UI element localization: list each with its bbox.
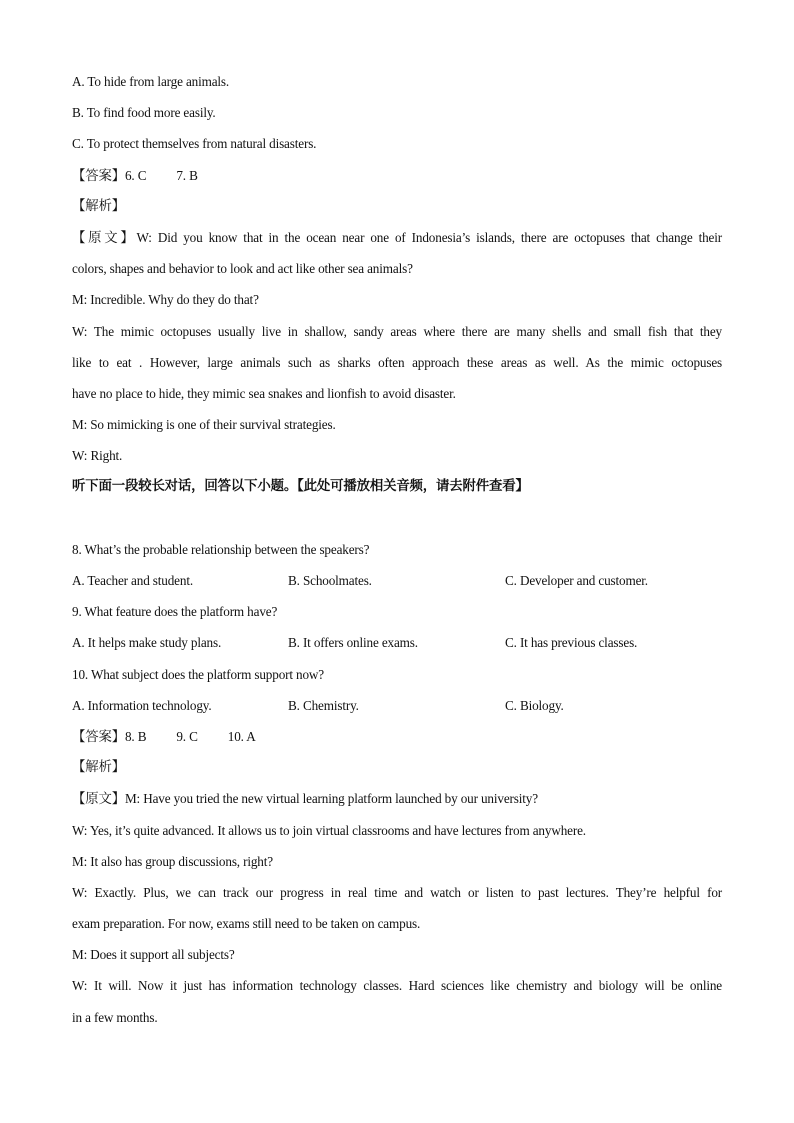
option-a: A. It helps make study plans. (72, 635, 222, 651)
analysis-label: 【解析】 (72, 198, 125, 214)
answer-label: 【答案】 (72, 168, 125, 184)
spacer (72, 503, 722, 534)
option-c: C. Biology. (505, 697, 564, 713)
answer-value: 9. C (176, 728, 198, 744)
question-stem: 8. What’s the probable relationship between the speakers? (72, 541, 370, 557)
answer-value: 10. A (227, 728, 256, 744)
transcript-line: M: Does it support all subjects? (72, 947, 235, 963)
option-a: A. Teacher and student. (72, 573, 193, 588)
transcript-line: W: Exactly. Plus, we can track our progress in real time and watch or listen to past lectures. They’re helpful for (72, 884, 722, 900)
transcript-line: M: It also has group discussions, right? (72, 853, 273, 869)
transcript-text: W: Did you know that in the ocean near one of Indonesia’s islands, there are octopuses that change their (136, 229, 722, 245)
option-b: B. It offers online exams. (288, 635, 418, 651)
option-a: A. Information technology. (72, 697, 212, 713)
transcript-line: W: Right. (72, 448, 123, 464)
document-page (72, 66, 722, 1033)
transcript-line (72, 783, 722, 814)
transcript-line: have no place to hide, they mimic sea snakes and lionfish to avoid disaster. (72, 385, 456, 401)
question-stem: 10. What subject does the platform support now? (72, 666, 325, 682)
transcript-line: exam preparation. For now, exams still need to be taken on campus. (72, 916, 421, 932)
option-b: B. Schoolmates. (288, 573, 372, 588)
transcript-line: W: Yes, it’s quite advanced. It allows us to join virtual classrooms and have lectures from anywhere. (72, 822, 586, 838)
option-c: C. It has previous classes. (505, 635, 638, 651)
question-stem: 9. What feature does the platform have? (72, 604, 278, 620)
answer-line (72, 160, 722, 191)
option-b: B. To find food more easily. (72, 105, 216, 121)
transcript-line: colors, shapes and behavior to look and act like other sea animals? (72, 261, 413, 277)
listening-instruction: 听下面一段较长对话，回答以下小题。【此处可播放相关音频，请去附件查看】 (72, 479, 529, 495)
transcript-line: in a few months. (72, 1009, 158, 1025)
transcript-line: M: Incredible. Why do they do that? (72, 292, 259, 308)
option-b: B. Chemistry. (288, 697, 359, 713)
transcript-line: like to eat . However, large animals such as sharks often approach these areas as well. As the mimic octopuses (72, 354, 722, 370)
option-a: A. To hide from large animals. (72, 74, 230, 89)
analysis-label: 【解析】 (72, 760, 125, 776)
transcript-label: 【原文】 (72, 792, 125, 808)
answer-line (72, 721, 722, 752)
transcript-line (72, 222, 722, 253)
option-c: C. Developer and customer. (505, 573, 648, 588)
transcript-line: W: The mimic octopuses usually live in shallow, sandy areas where there are many shells and small fish that they (72, 323, 722, 339)
answer-value: 8. B (124, 728, 147, 744)
transcript-line: W: It will. Now it just has information technology classes. Hard sciences like chemistry and biology will be online (72, 978, 722, 994)
transcript-line: M: So mimicking is one of their survival strategies. (72, 417, 336, 433)
transcript-text: M: Have you tried the new virtual learning platform launched by our university? (124, 791, 538, 807)
answer-label: 【答案】 (72, 729, 125, 745)
option-c: C. To protect themselves from natural disasters. (72, 136, 317, 152)
answer-value: 6. C (124, 167, 147, 183)
question-options (72, 690, 722, 721)
question-options (72, 565, 722, 596)
transcript-label: 【原文】 (72, 230, 137, 246)
question-options (72, 627, 722, 658)
answer-value: 7. B (176, 167, 198, 183)
